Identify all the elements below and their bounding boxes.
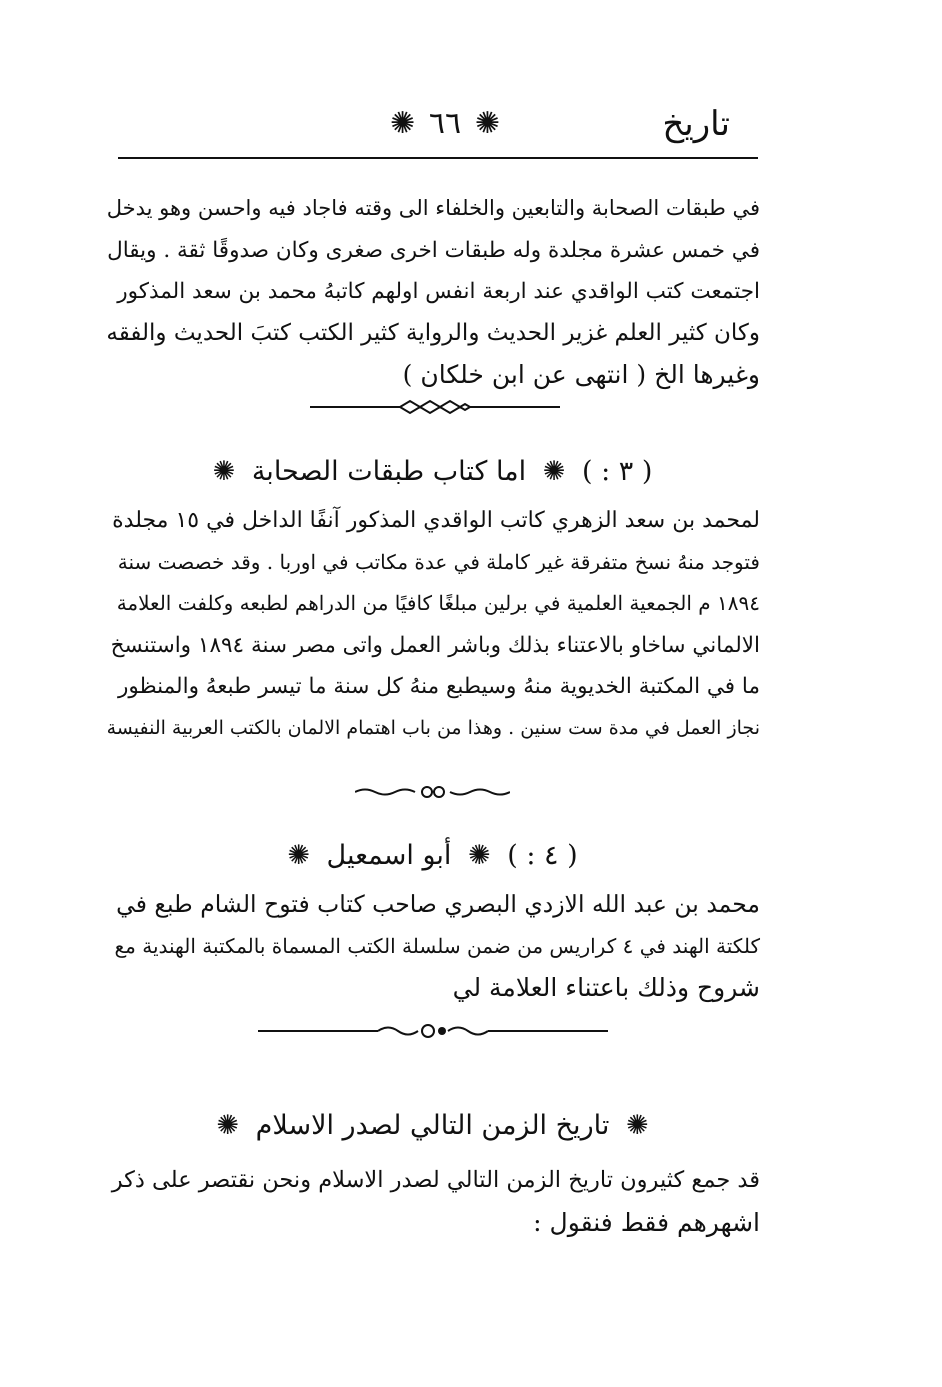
- text-line: في طبقات الصحابة والتابعين والخلفاء الى وقته فاجاد فيه واحسن وهو يدخل: [106, 196, 760, 220]
- text-line: لمحمد بن سعد الزهري كاتب الواقدي المذكور آنفًا الداخل في ١٥ مجلدة: [112, 508, 760, 533]
- section-4-paragraph: [105, 884, 760, 1009]
- intro-paragraph: [105, 188, 760, 396]
- ornament-icon: ✺: [216, 1110, 240, 1141]
- page-number-group: [390, 104, 500, 144]
- section-number: ( ٤ : ): [507, 840, 578, 871]
- ornament-right-icon: ✺: [474, 106, 500, 141]
- section-4-heading: [105, 836, 760, 876]
- text-line: اشهرهم فقط فنقول :: [533, 1207, 760, 1237]
- text-line: اجتمعت كتب الواقدي عند اربعة انفس اولهم كاتبهُ محمد بن سعد المذكور: [117, 279, 760, 304]
- section-divider: [258, 1020, 608, 1042]
- section-3-heading: [105, 452, 760, 492]
- page-number: ٦٦: [428, 106, 462, 141]
- ornament-icon: ✺: [212, 456, 236, 487]
- header-rule: [118, 157, 758, 159]
- text-line: وغيرها الخ ( انتهى عن ابن خلكان ): [402, 360, 760, 389]
- section-title: اما كتاب طبقات الصحابة: [251, 456, 527, 487]
- ornament-icon: ✺: [542, 456, 566, 487]
- ornament-icon: ✺: [468, 840, 491, 871]
- text-line: في خمس عشرة مجلدة وله طبقات اخرى صغرى وكان صدوقًا ثقة . ويقال: [107, 237, 760, 263]
- text-line: فتوجد منهُ نسخ متفرقة غير كاملة في عدة مكاتب في اوربا . وقد خصصت سنة: [117, 549, 760, 574]
- section-3-paragraph: [105, 500, 760, 749]
- section-title: أبو اسمعيل: [326, 840, 452, 871]
- text-line: نجاز العمل في مدة ست سنين . وهذا من باب اهتمام الالمان بالكتب العربية النفيسة: [106, 716, 760, 739]
- text-line: ما في المكتبة الخديوية منهُ وسيطبع منهُ كل سنة ما تيسر طبعهُ والمنظور: [118, 674, 760, 699]
- running-title: تاريخ: [662, 104, 730, 144]
- text-line: محمد بن عبد الله الازدي البصري صاحب كتاب فتوح الشام طبع في: [116, 890, 760, 918]
- running-head: [110, 100, 760, 152]
- text-line: ١٨٩٤ م الجمعية العلمية في برلين مبلغًا كافيًا من الدراهم لطبعه وكلفت العلامة: [116, 591, 760, 615]
- text-line: قد جمع كثيرون تاريخ الزمن التالي لصدر الاسلام ونحن نقتصر على ذكر: [111, 1167, 760, 1193]
- section-title: تاريخ الزمن التالي لصدر الاسلام: [255, 1110, 610, 1141]
- ornament-icon: ✺: [625, 1110, 649, 1141]
- text-line: شروح وذلك باعتناء العلامة لي: [452, 973, 760, 1002]
- ornament-left-icon: ✺: [390, 106, 416, 141]
- text-line: كلكتة الهند في ٤ كراريس من ضمن سلسلة الكتب المسماة بالمكتبة الهندية مع: [114, 933, 760, 958]
- text-line: وكان كثير العلم غزير الحديث والرواية كثير الكتب كتبَ الحديث والفقه: [106, 319, 760, 346]
- section-number: ( ٣ : ): [581, 456, 653, 487]
- section-divider: [355, 782, 510, 802]
- section-divider: [310, 396, 560, 418]
- text-line: الالماني ساخاو بالاعتناء بذلك وباشر العمل واتى مصر سنة ١٨٩٤ واستنسخ: [110, 632, 760, 658]
- section-5-paragraph: [105, 1160, 760, 1243]
- ornament-icon: ✺: [287, 840, 310, 871]
- section-5-heading: [105, 1106, 760, 1146]
